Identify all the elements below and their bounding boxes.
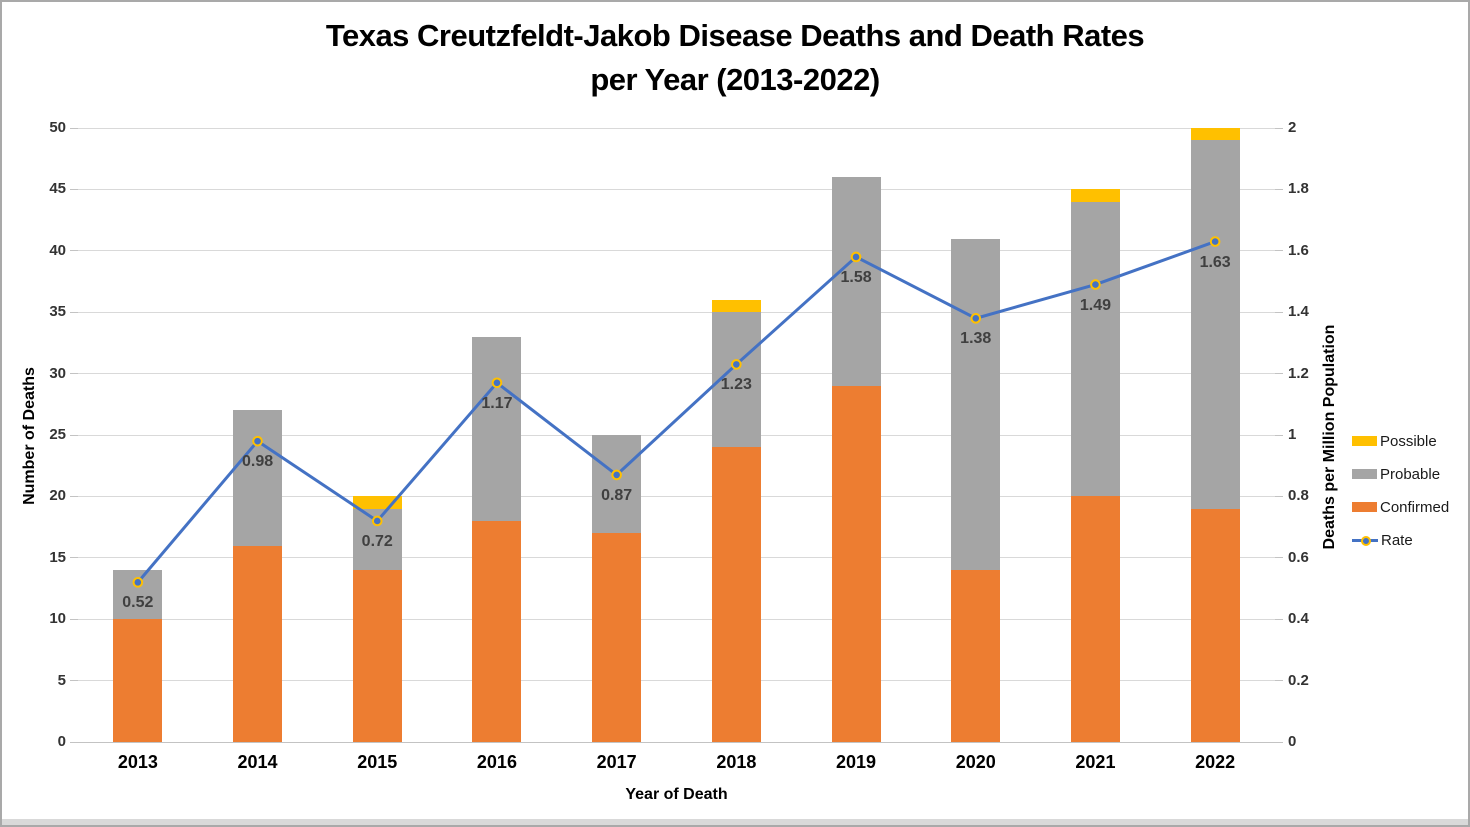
- confirmed-swatch-icon: [1352, 502, 1377, 512]
- rate-marker-2021: [1091, 280, 1100, 289]
- left-tick-mark: [70, 373, 78, 374]
- x-axis-tick-label: 2022: [1195, 752, 1236, 772]
- right-tick-mark: [1275, 496, 1283, 497]
- legend-label: Rate: [1381, 531, 1413, 549]
- right-tick-mark: [1275, 742, 1283, 743]
- right-axis-title: Deaths per Million Population: [1321, 324, 1338, 550]
- right-tick-mark: [1275, 312, 1283, 313]
- left-tick-mark: [70, 496, 78, 497]
- right-axis-tick-label: 2: [1288, 119, 1297, 136]
- rate-marker-2022: [1211, 237, 1220, 246]
- right-axis-tick-label: 1.4: [1288, 303, 1309, 321]
- possible-swatch-icon: [1352, 436, 1377, 446]
- right-axis-tick-label: 0.4: [1288, 610, 1309, 628]
- left-tick-mark: [70, 619, 78, 620]
- rate-marker-2013: [134, 578, 143, 587]
- probable-swatch-icon: [1352, 469, 1377, 479]
- rate-value-label-2014: 0.98: [241, 453, 274, 471]
- left-axis-title: Number of Deaths: [21, 367, 38, 505]
- right-tick-mark: [1275, 557, 1283, 558]
- left-axis-tick-label: 10: [49, 610, 66, 628]
- right-tick-mark: [1275, 680, 1283, 681]
- left-axis-tick-label: 40: [49, 241, 66, 259]
- rate-value-label-2016: 1.17: [481, 394, 513, 412]
- right-axis-tick-label: 0.2: [1288, 671, 1309, 689]
- rate-marker-2015: [373, 517, 382, 526]
- x-axis-tick-label: 2018: [716, 752, 757, 772]
- left-axis-tick-label: 15: [49, 548, 66, 566]
- rate-line: [138, 242, 1215, 583]
- left-tick-mark: [70, 435, 78, 436]
- right-axis-tick-label: 1.2: [1288, 364, 1309, 382]
- left-axis-tick-label: 35: [49, 303, 66, 321]
- left-tick-mark: [70, 312, 78, 313]
- rate-value-label-2019: 1.58: [840, 268, 872, 286]
- left-tick-mark: [70, 128, 78, 129]
- rate-marker-2016: [493, 379, 502, 388]
- left-axis-tick-label: 45: [49, 180, 66, 198]
- right-tick-mark: [1275, 250, 1283, 251]
- right-tick-mark: [1275, 373, 1283, 374]
- legend-label: Probable: [1380, 465, 1441, 483]
- x-axis-tick-label: 2014: [237, 752, 278, 772]
- rate-marker-2019: [852, 253, 861, 262]
- rate-value-label-2021: 1.49: [1079, 296, 1111, 314]
- right-tick-mark: [1275, 128, 1283, 129]
- right-axis-tick-label: 1.8: [1288, 180, 1309, 198]
- left-tick-mark: [70, 742, 78, 743]
- rate-marker-2020: [971, 314, 980, 323]
- left-tick-mark: [70, 189, 78, 190]
- legend-label: Possible: [1380, 432, 1437, 450]
- rate-line-marker-icon: [1352, 535, 1378, 545]
- chart-title-line2: per Year (2013-2022): [590, 62, 880, 97]
- left-axis-tick-label: 30: [49, 364, 66, 382]
- legend-label: Confirmed: [1380, 498, 1450, 516]
- left-axis-tick-label: 20: [49, 487, 66, 505]
- right-axis-tick-label: 0: [1288, 733, 1297, 750]
- x-axis-tick-label: 2020: [955, 752, 996, 772]
- legend-item-possible: [1352, 430, 1449, 452]
- rate-marker-2014: [253, 437, 262, 446]
- x-axis-tick-label: 2021: [1075, 752, 1116, 772]
- left-tick-mark: [70, 557, 78, 558]
- x-axis-tick-label: 2016: [476, 752, 517, 772]
- right-axis-tick-label: 0.8: [1288, 487, 1309, 505]
- x-axis-tick-label: 2015: [357, 752, 398, 772]
- x-axis-title: Year of Death: [625, 786, 728, 803]
- left-tick-mark: [70, 250, 78, 251]
- rate-value-label-2022: 1.63: [1199, 253, 1231, 271]
- left-axis-tick-label: 0: [57, 733, 66, 750]
- rate-value-label-2017: 0.87: [601, 486, 633, 504]
- left-tick-mark: [70, 680, 78, 681]
- right-axis-tick-label: 1: [1288, 426, 1297, 443]
- rate-marker-2017: [612, 471, 621, 480]
- right-tick-mark: [1275, 189, 1283, 190]
- left-axis-tick-label: 5: [57, 671, 66, 689]
- legend-item-confirmed: [1352, 496, 1449, 518]
- right-axis-tick-label: 0.6: [1288, 548, 1309, 566]
- left-axis-tick-label: 50: [49, 119, 66, 136]
- chart-title-line1: Texas Creutzfeldt-Jakob Disease Deaths and Death Rates: [325, 18, 1145, 53]
- rate-value-label-2018: 1.23: [720, 376, 752, 394]
- rate-value-label-2020: 1.38: [960, 330, 992, 348]
- right-tick-mark: [1275, 435, 1283, 436]
- legend-item-rate: [1352, 529, 1449, 551]
- x-axis-tick-label: 2019: [836, 752, 877, 772]
- rate-marker-2018: [732, 360, 741, 369]
- rate-value-label-2015: 0.72: [361, 532, 393, 550]
- right-axis-tick-label: 1.6: [1288, 241, 1309, 259]
- legend-item-probable: [1352, 463, 1449, 485]
- rate-value-label-2013: 0.52: [122, 594, 154, 612]
- legend: [1352, 430, 1449, 562]
- x-axis-tick-label: 2017: [596, 752, 637, 772]
- rate-line-chart: [78, 128, 1275, 742]
- right-tick-mark: [1275, 619, 1283, 620]
- x-axis-tick-label: 2013: [117, 752, 158, 772]
- left-axis-tick-label: 25: [49, 426, 66, 443]
